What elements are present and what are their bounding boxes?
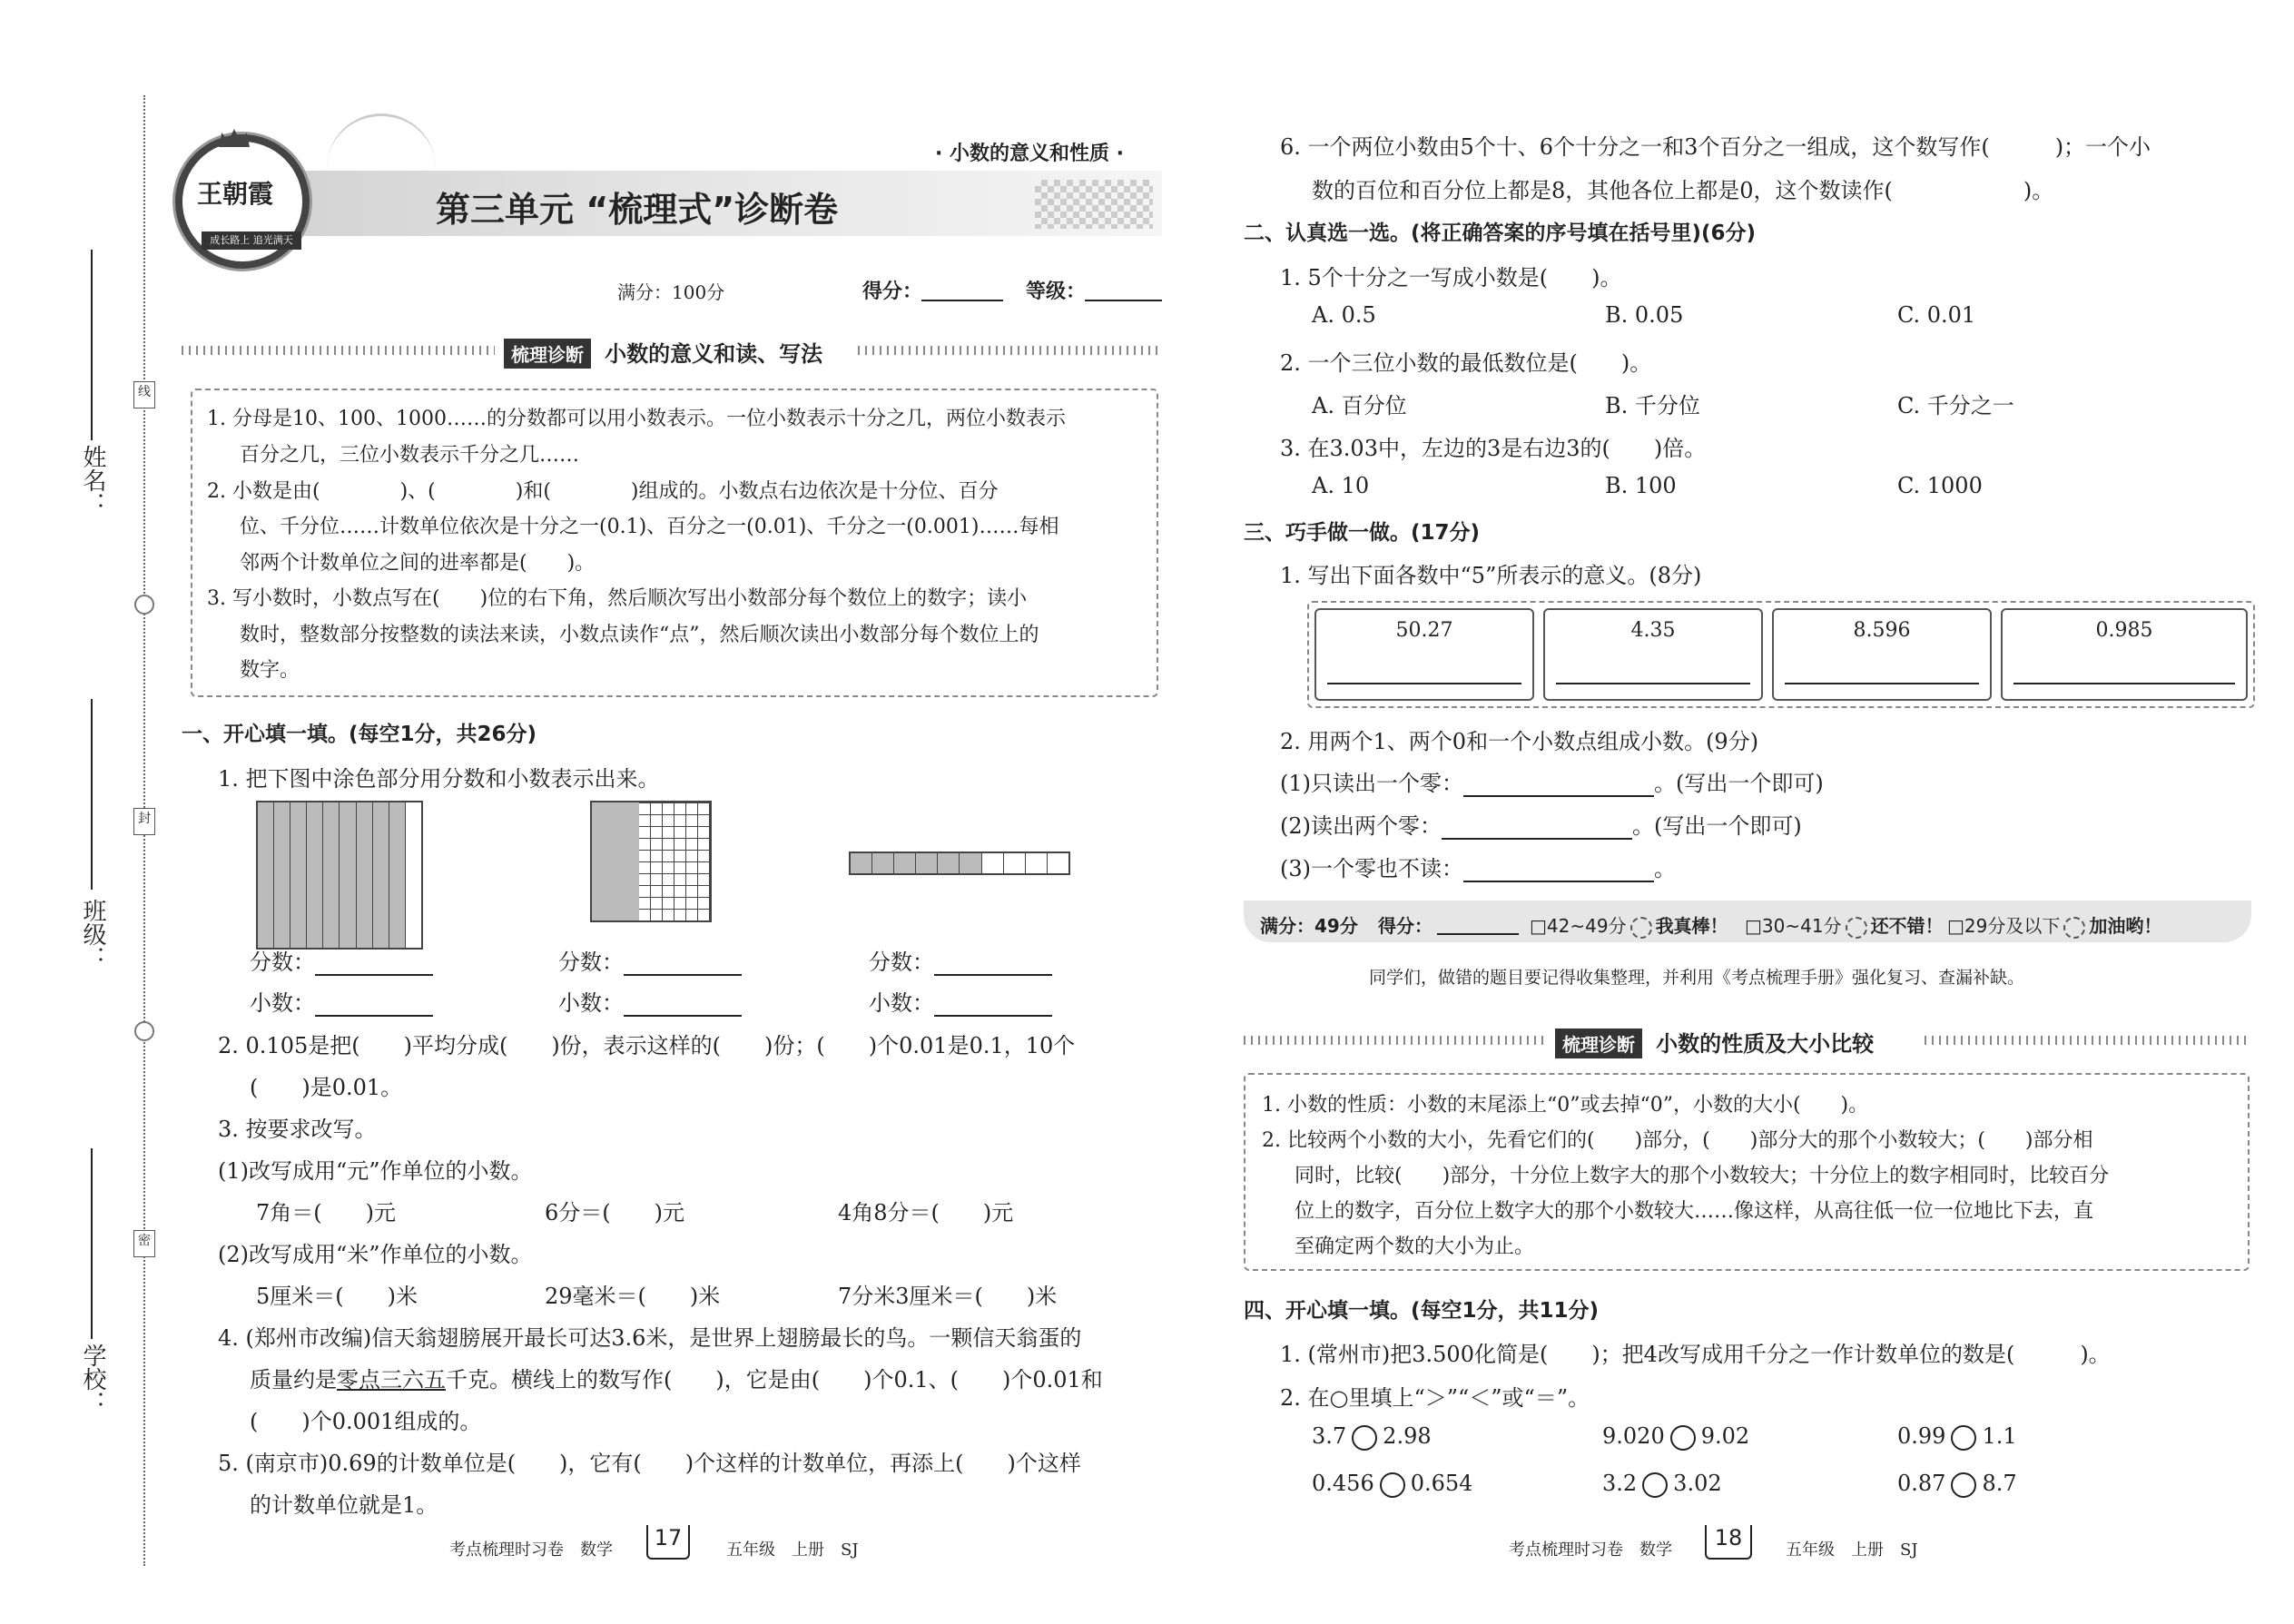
box-line: 同时，比较( )部分，十分位上数字大的那个小数较大；十分位上的数字相同时，比较百分	[1295, 1165, 2110, 1187]
conversion-item: 7角＝( )元	[256, 1200, 396, 1225]
conversion-item: 7分米3厘米＝( )米	[838, 1284, 1058, 1309]
rating-1[interactable]: □42~49分 我真棒！	[1530, 915, 1728, 937]
compare-circle[interactable]	[1951, 1472, 1976, 1498]
part-heading: 三、巧手做一做。(17分)	[1244, 521, 1481, 545]
option-b[interactable]: B. 0.05	[1605, 302, 1684, 328]
compare-item: 0.456 0.654	[1312, 1471, 1473, 1496]
answer-line: (3)一个零也不读： 。	[1280, 856, 1676, 881]
option-a[interactable]: A. 百分位	[1312, 393, 1407, 418]
divider-right	[858, 346, 1162, 355]
box-line: 数字。	[240, 659, 300, 682]
compare-circle[interactable]	[1352, 1425, 1377, 1451]
ribbon-swirl-icon	[327, 113, 436, 180]
grade-label: 等级：	[1026, 281, 1087, 303]
fraction-answer-1: 分数：	[250, 944, 433, 976]
question-text: 2. 用两个1、两个0和一个小数点组成小数。(9分)	[1280, 729, 1759, 754]
divider-left	[1244, 1036, 1548, 1045]
fraction-answer-2: 分数：	[558, 944, 742, 976]
part-heading: 一、开心填一填。(每空1分，共26分)	[182, 723, 537, 746]
seal-mark-line: 线	[133, 381, 155, 408]
footer-book: 考点梳理时习卷 数学	[449, 1540, 613, 1560]
bar-full-score: 满分：49分	[1260, 915, 1358, 937]
unit-subtitle: · 小数的意义和性质 ·	[935, 143, 1125, 165]
rating-2[interactable]: □30~41分 还不错！	[1745, 915, 1944, 937]
answer-line: (1)只读出一个零： 。(写出一个即可)	[1280, 771, 1824, 796]
box-line: 数时，整数部分按整数的读法来读，小数点读作“点”，然后顺次读出小数部分每个数位上的	[240, 624, 1039, 646]
question-text: 2. 在○里填上“＞”“＜”或“＝”。	[1280, 1385, 1590, 1411]
number-value: 4.35	[1630, 619, 1676, 642]
conversion-item: 5厘米＝( )米	[256, 1284, 418, 1309]
answer-blank[interactable]	[1442, 838, 1632, 840]
class-label: 班级：	[79, 899, 106, 969]
page-number: 17	[646, 1525, 690, 1560]
decimal-answer-3: 小数：	[869, 985, 1052, 1017]
compare-item: 9.020 9.02	[1602, 1423, 1750, 1449]
box-line: 邻两个计数单位之间的进率都是( )。	[240, 552, 596, 575]
fraction-blank[interactable]	[624, 974, 742, 976]
conversion-item: 29毫米＝( )米	[545, 1284, 721, 1309]
box-line: 2. 小数是由( )、( )和( )组成的。小数点右边依次是十分位、百分	[207, 480, 999, 503]
decimal-blank[interactable]	[934, 1015, 1052, 1017]
logo-ribbon: 成长路上 追光满天	[202, 231, 301, 250]
review-note: 同学们，做错的题目要记得收集整理，并利用《考点梳理手册》强化复习、查漏补缺。	[1369, 968, 2025, 988]
question-text: 1. 把下图中涂色部分用分数和小数表示出来。	[218, 766, 660, 792]
question-text: 数的百位和百分位上都是8，其他各位上都是0，这个数读作( )。	[1312, 178, 2054, 203]
underlined-number: 零点三六五	[337, 1367, 446, 1393]
footer-book: 考点梳理时习卷 数学	[1509, 1540, 1672, 1560]
answer-blank[interactable]	[1463, 795, 1654, 797]
box-line: 位、千分位……计数单位依次是十分之一(0.1)、百分之一(0.01)、千分之一(0.001)……每相	[240, 516, 1059, 538]
option-b[interactable]: B. 100	[1605, 473, 1677, 498]
school-label: 学校：	[79, 1343, 106, 1414]
question-text: 5. (南京市)0.69的计数单位是( )，它有( )个这样的计数单位，再添上( )个这样	[218, 1451, 1081, 1476]
box-line: 2. 比较两个小数的大小，先看它们的( )部分，( )部分大的那个小数较大；( )部分相	[1262, 1129, 2093, 1152]
question-text: 1. 写出下面各数中“5”所表示的意义。(8分)	[1280, 563, 1702, 588]
footer-grade: 五年级 上册 SJ	[726, 1540, 859, 1560]
compare-item: 3.2 3.02	[1602, 1471, 1722, 1496]
question-text: (2)改写成用“米”作单位的小数。	[218, 1242, 533, 1267]
answer-line: (2)读出两个零： 。(写出一个即可)	[1280, 813, 1802, 839]
question-text: 6. 一个两位小数由5个十、6个十分之一和3个百分之一组成，这个数写作( )；一个小	[1280, 134, 2151, 160]
question-text: 2. 0.105是把( )平均分成( )份，表示这样的( )份；( )个0.01是0.1，10个	[218, 1033, 1076, 1058]
conversion-item: 6分＝( )元	[545, 1200, 684, 1225]
right-page	[1216, 0, 2294, 1624]
question-text: 2. 一个三位小数的最低数位是( )。	[1280, 350, 1652, 376]
option-a[interactable]: A. 10	[1312, 473, 1370, 498]
smile-icon	[1846, 917, 1867, 939]
meaning-blank[interactable]	[2013, 683, 2235, 684]
figure-hundredths	[590, 801, 712, 922]
number-card	[2001, 608, 2248, 701]
box-line: 1. 分母是10、100、1000……的分数都可以用小数表示。一位小数表示十分之几，两位小数表示	[207, 408, 1066, 430]
section-heading	[504, 336, 822, 369]
figure-strip	[849, 851, 1070, 875]
fraction-blank[interactable]	[315, 974, 433, 976]
option-c[interactable]: C. 0.01	[1897, 302, 1976, 328]
number-value: 8.596	[1853, 619, 1911, 642]
question-text: 1. (常州市)把3.500化简是( )；把4改写成用千分之一作计数单位的数是( )。	[1280, 1342, 2111, 1367]
checker-pattern	[1035, 180, 1153, 229]
score-header	[617, 278, 724, 304]
number-value: 50.27	[1395, 619, 1453, 642]
page-number: 18	[1705, 1525, 1752, 1560]
question-text: (1)改写成用“元”作单位的小数。	[218, 1158, 533, 1184]
question-text: 质量约是零点三六五千克。横线上的数写作( )，它是由( )个0.1、( )个0.01和	[250, 1367, 1103, 1393]
number-card	[1772, 608, 1992, 701]
decimal-blank[interactable]	[624, 1015, 742, 1017]
decimal-answer-2: 小数：	[558, 985, 742, 1017]
seal-mark-seal: 封	[133, 808, 155, 835]
full-score-label: 满分：100分	[617, 281, 725, 303]
option-a[interactable]: A. 0.5	[1312, 302, 1376, 328]
question-text: ( )是0.01。	[250, 1075, 403, 1100]
page-title: 第三单元 “梳理式”诊断卷	[436, 190, 839, 230]
section-title: 小数的性质及大小比较	[1656, 1031, 1875, 1057]
compare-item: 3.7 2.98	[1312, 1423, 1432, 1449]
decimal-answer-1: 小数：	[250, 985, 433, 1017]
rating-3[interactable]: □29分及以下 加油哟！	[1947, 915, 2162, 937]
option-b[interactable]: B. 千分位	[1605, 393, 1700, 418]
compare-item: 0.87 8.7	[1897, 1471, 2017, 1496]
question-text: 3. 按要求改写。	[218, 1117, 377, 1142]
number-value: 0.985	[2095, 619, 2153, 642]
logo-text: 王朝霞	[196, 179, 273, 209]
logo-crown-icon	[219, 129, 250, 147]
option-c[interactable]: C. 千分之一	[1897, 393, 2014, 418]
fraction-answer-3: 分数：	[869, 944, 1052, 976]
compare-circle[interactable]	[1670, 1425, 1696, 1451]
box-line: 百分之几，三位小数表示千分之几……	[240, 444, 580, 467]
section-tag: 梳理诊断	[1555, 1029, 1642, 1058]
grade-field[interactable]	[1085, 300, 1162, 301]
divider-right	[1925, 1036, 2251, 1045]
score-label: 得分：	[862, 281, 923, 303]
section-title: 小数的意义和读、写法	[605, 341, 823, 367]
question-text: 4. (郑州市改编)信天翁翅膀展开最长可达3.6米，是世界上翅膀最长的鸟。一颗信天翁蛋的	[218, 1325, 1082, 1351]
footer-grade: 五年级 上册 SJ	[1786, 1540, 1918, 1560]
decimal-blank[interactable]	[315, 1015, 433, 1017]
compare-item: 0.99 1.1	[1897, 1423, 2017, 1449]
box-line: 至确定两个数的大小为止。	[1295, 1235, 1535, 1258]
fraction-blank[interactable]	[934, 974, 1052, 976]
conversion-item: 4角8分＝( )元	[838, 1200, 1014, 1225]
knowledge-box	[191, 389, 1158, 697]
question-text: 的计数单位就是1。	[250, 1492, 438, 1518]
smile-icon	[1630, 917, 1652, 939]
bar-score-label: 得分：	[1378, 915, 1433, 937]
seal-mark-close: 密	[133, 1230, 155, 1257]
part-heading: 四、开心填一填。(每空1分，共11分)	[1244, 1299, 1600, 1323]
question-text: 1. 5个十分之一写成小数是( )。	[1280, 265, 1622, 290]
part-heading: 二、认真选一选。(将正确答案的序号填在括号里)(6分)	[1244, 221, 1757, 245]
question-text: ( )个0.001组成的。	[250, 1409, 482, 1434]
score-field[interactable]	[921, 300, 1003, 301]
section-heading	[1555, 1026, 1874, 1058]
compare-circle[interactable]	[1380, 1472, 1405, 1498]
compare-circle[interactable]	[1951, 1425, 1976, 1451]
box-line: 1. 小数的性质：小数的末尾添上“0”或去掉“0”，小数的大小( )。	[1262, 1094, 1869, 1117]
meaning-blank[interactable]	[1556, 683, 1750, 684]
name-label: 姓名：	[79, 445, 106, 516]
meaning-blank[interactable]	[1327, 683, 1521, 684]
section-tag: 梳理诊断	[504, 339, 591, 369]
answer-blank[interactable]	[1463, 881, 1654, 882]
question-text: 3. 在3.03中，左边的3是右边3的( )倍。	[1280, 436, 1707, 461]
box-line: 3. 写小数时，小数点写在( )位的右下角，然后顺次写出小数部分每个数位上的数字；读小	[207, 587, 1028, 610]
box-line: 位上的数字，百分位上数字大的那个小数较大……像这样，从高往低一位一位地比下去，直	[1295, 1200, 2094, 1223]
bar-score-field[interactable]	[1437, 933, 1519, 935]
option-c[interactable]: C. 1000	[1897, 473, 1983, 498]
divider-left	[182, 346, 495, 355]
cheer-icon	[2063, 917, 2085, 939]
meaning-blank[interactable]	[1785, 683, 1979, 684]
compare-circle[interactable]	[1642, 1472, 1668, 1498]
number-card	[1543, 608, 1763, 701]
figure-tenths	[256, 801, 423, 950]
number-card	[1314, 608, 1534, 701]
